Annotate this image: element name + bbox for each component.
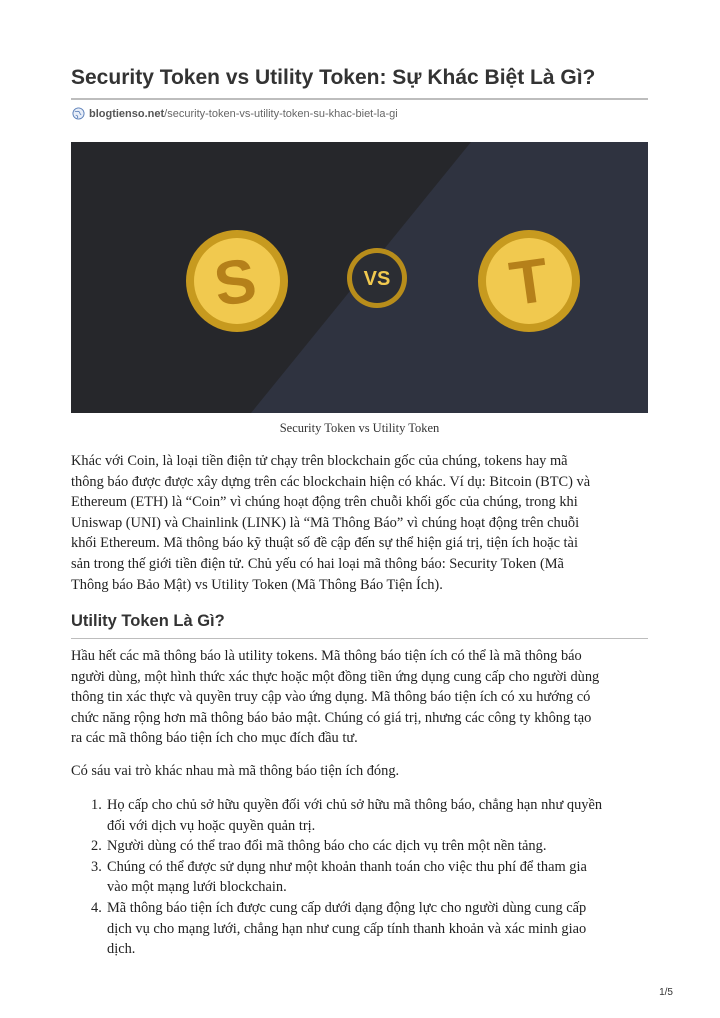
list-number: 4.	[91, 899, 102, 916]
roles-intro: Có sáu vai trò khác nhau mà mã thông báo tiện ích đóng.	[71, 763, 400, 779]
intro-line: Uniswap (UNI) và Chainlink (LINK) là “Mã Thông Báo” vì chúng hoạt động trên chuỗi	[71, 514, 580, 531]
list-line: Họ cấp cho chủ sở hữu quyền đối với chủ sở hữu mã thông báo, chẳng hạn như quyền	[107, 797, 603, 813]
intro-paragraph	[71, 451, 648, 595]
page-title: Security Token vs Utility Token: Sự Khác Biệt Là Gì?	[71, 66, 596, 89]
section-line: ra các mã thông báo tiện ích cho mục đích đầu tư.	[71, 730, 358, 747]
source-domain[interactable]: blogtienso.net	[89, 107, 165, 120]
section-line: chức năng rộng hơn mã thông báo bảo mật. Chúng có giá trị, nhưng các công ty không tạo	[71, 709, 592, 726]
list-line: Chúng có thể được sử dụng như một khoản thanh toán cho việc thu phí để tham gia	[107, 858, 587, 875]
intro-line: Khác với Coin, là loại tiền điện tử chạy trên blockchain gốc của chúng, tokens hay mã	[71, 453, 568, 469]
source-link[interactable]	[72, 107, 398, 120]
list-number: 2.	[91, 838, 102, 855]
list-item	[71, 836, 648, 857]
list-line: vào một mạng lưới blockchain.	[107, 879, 287, 896]
vs-text: VS	[363, 268, 391, 290]
roles-list	[71, 795, 648, 960]
list-item	[71, 795, 648, 836]
vs-badge	[347, 248, 407, 308]
security-coin-letter: S	[209, 245, 261, 320]
intro-line: thông báo được được xây dựng trên các blockchain hiện có khác. Ví dụ: Bitcoin (BTC) và	[71, 473, 591, 490]
security-coin	[186, 230, 288, 332]
page-number: 1/5	[659, 987, 673, 998]
list-line: dịch.	[107, 941, 136, 958]
section-heading: Utility Token Là Gì?	[71, 612, 225, 630]
utility-coin	[478, 230, 580, 332]
hero-caption: Security Token vs Utility Token	[279, 421, 440, 435]
title-divider	[71, 98, 648, 100]
section-paragraph	[71, 646, 648, 749]
list-line: Mã thông báo tiện ích được cung cấp dưới dạng động lực cho người dùng cung cấp	[107, 899, 587, 916]
list-item	[71, 857, 648, 898]
list-line: Người dùng có thể trao đổi mã thông báo cho các dịch vụ trên một nền tảng.	[107, 838, 547, 855]
source-path[interactable]: /security-token-vs-utility-token-su-khac-biet-la-gi	[164, 107, 398, 120]
list-item	[71, 898, 648, 960]
hero-image	[71, 142, 648, 413]
list-number: 1.	[91, 797, 102, 813]
globe-icon	[72, 107, 85, 120]
section-line: thông tin xác thực và quyền truy cập vào ứng dụng. Mã thông báo tiện ích có xu hướng có	[71, 689, 591, 706]
utility-coin-letter: T	[505, 245, 553, 320]
list-line: dịch vụ cho mạng lưới, chẳng hạn như cung cấp tính thanh khoản và xác minh giao	[107, 920, 587, 937]
list-line: đối với dịch vụ hoặc quyền quản trị.	[107, 817, 316, 834]
intro-line: Thông báo Bảo Mật) vs Utility Token (Mã Thông Báo Tiện Ích).	[71, 576, 443, 593]
section-line: người dùng, một hình thức xác thực hoặc một đồng tiền ứng dụng cung cấp cho người dùng	[71, 668, 600, 685]
intro-line: Ethereum (ETH) là “Coin” vì chúng hoạt động trên chuỗi khối gốc của chúng, trong khi	[71, 494, 578, 511]
list-number: 3.	[91, 858, 102, 875]
intro-line: sản trong thế giới tiền điện tử. Chủ yếu có hai loại mã thông báo: Security Token (Mã	[71, 555, 564, 572]
section-divider	[71, 638, 648, 639]
section-line: Hầu hết các mã thông báo là utility tokens. Mã thông báo tiện ích có thể là mã thông báo	[71, 648, 582, 664]
intro-line: khối Ethereum. Mã thông báo kỹ thuật số đề cập đến sự thể hiện giá trị, tiện ích hoặc tài	[71, 535, 578, 552]
